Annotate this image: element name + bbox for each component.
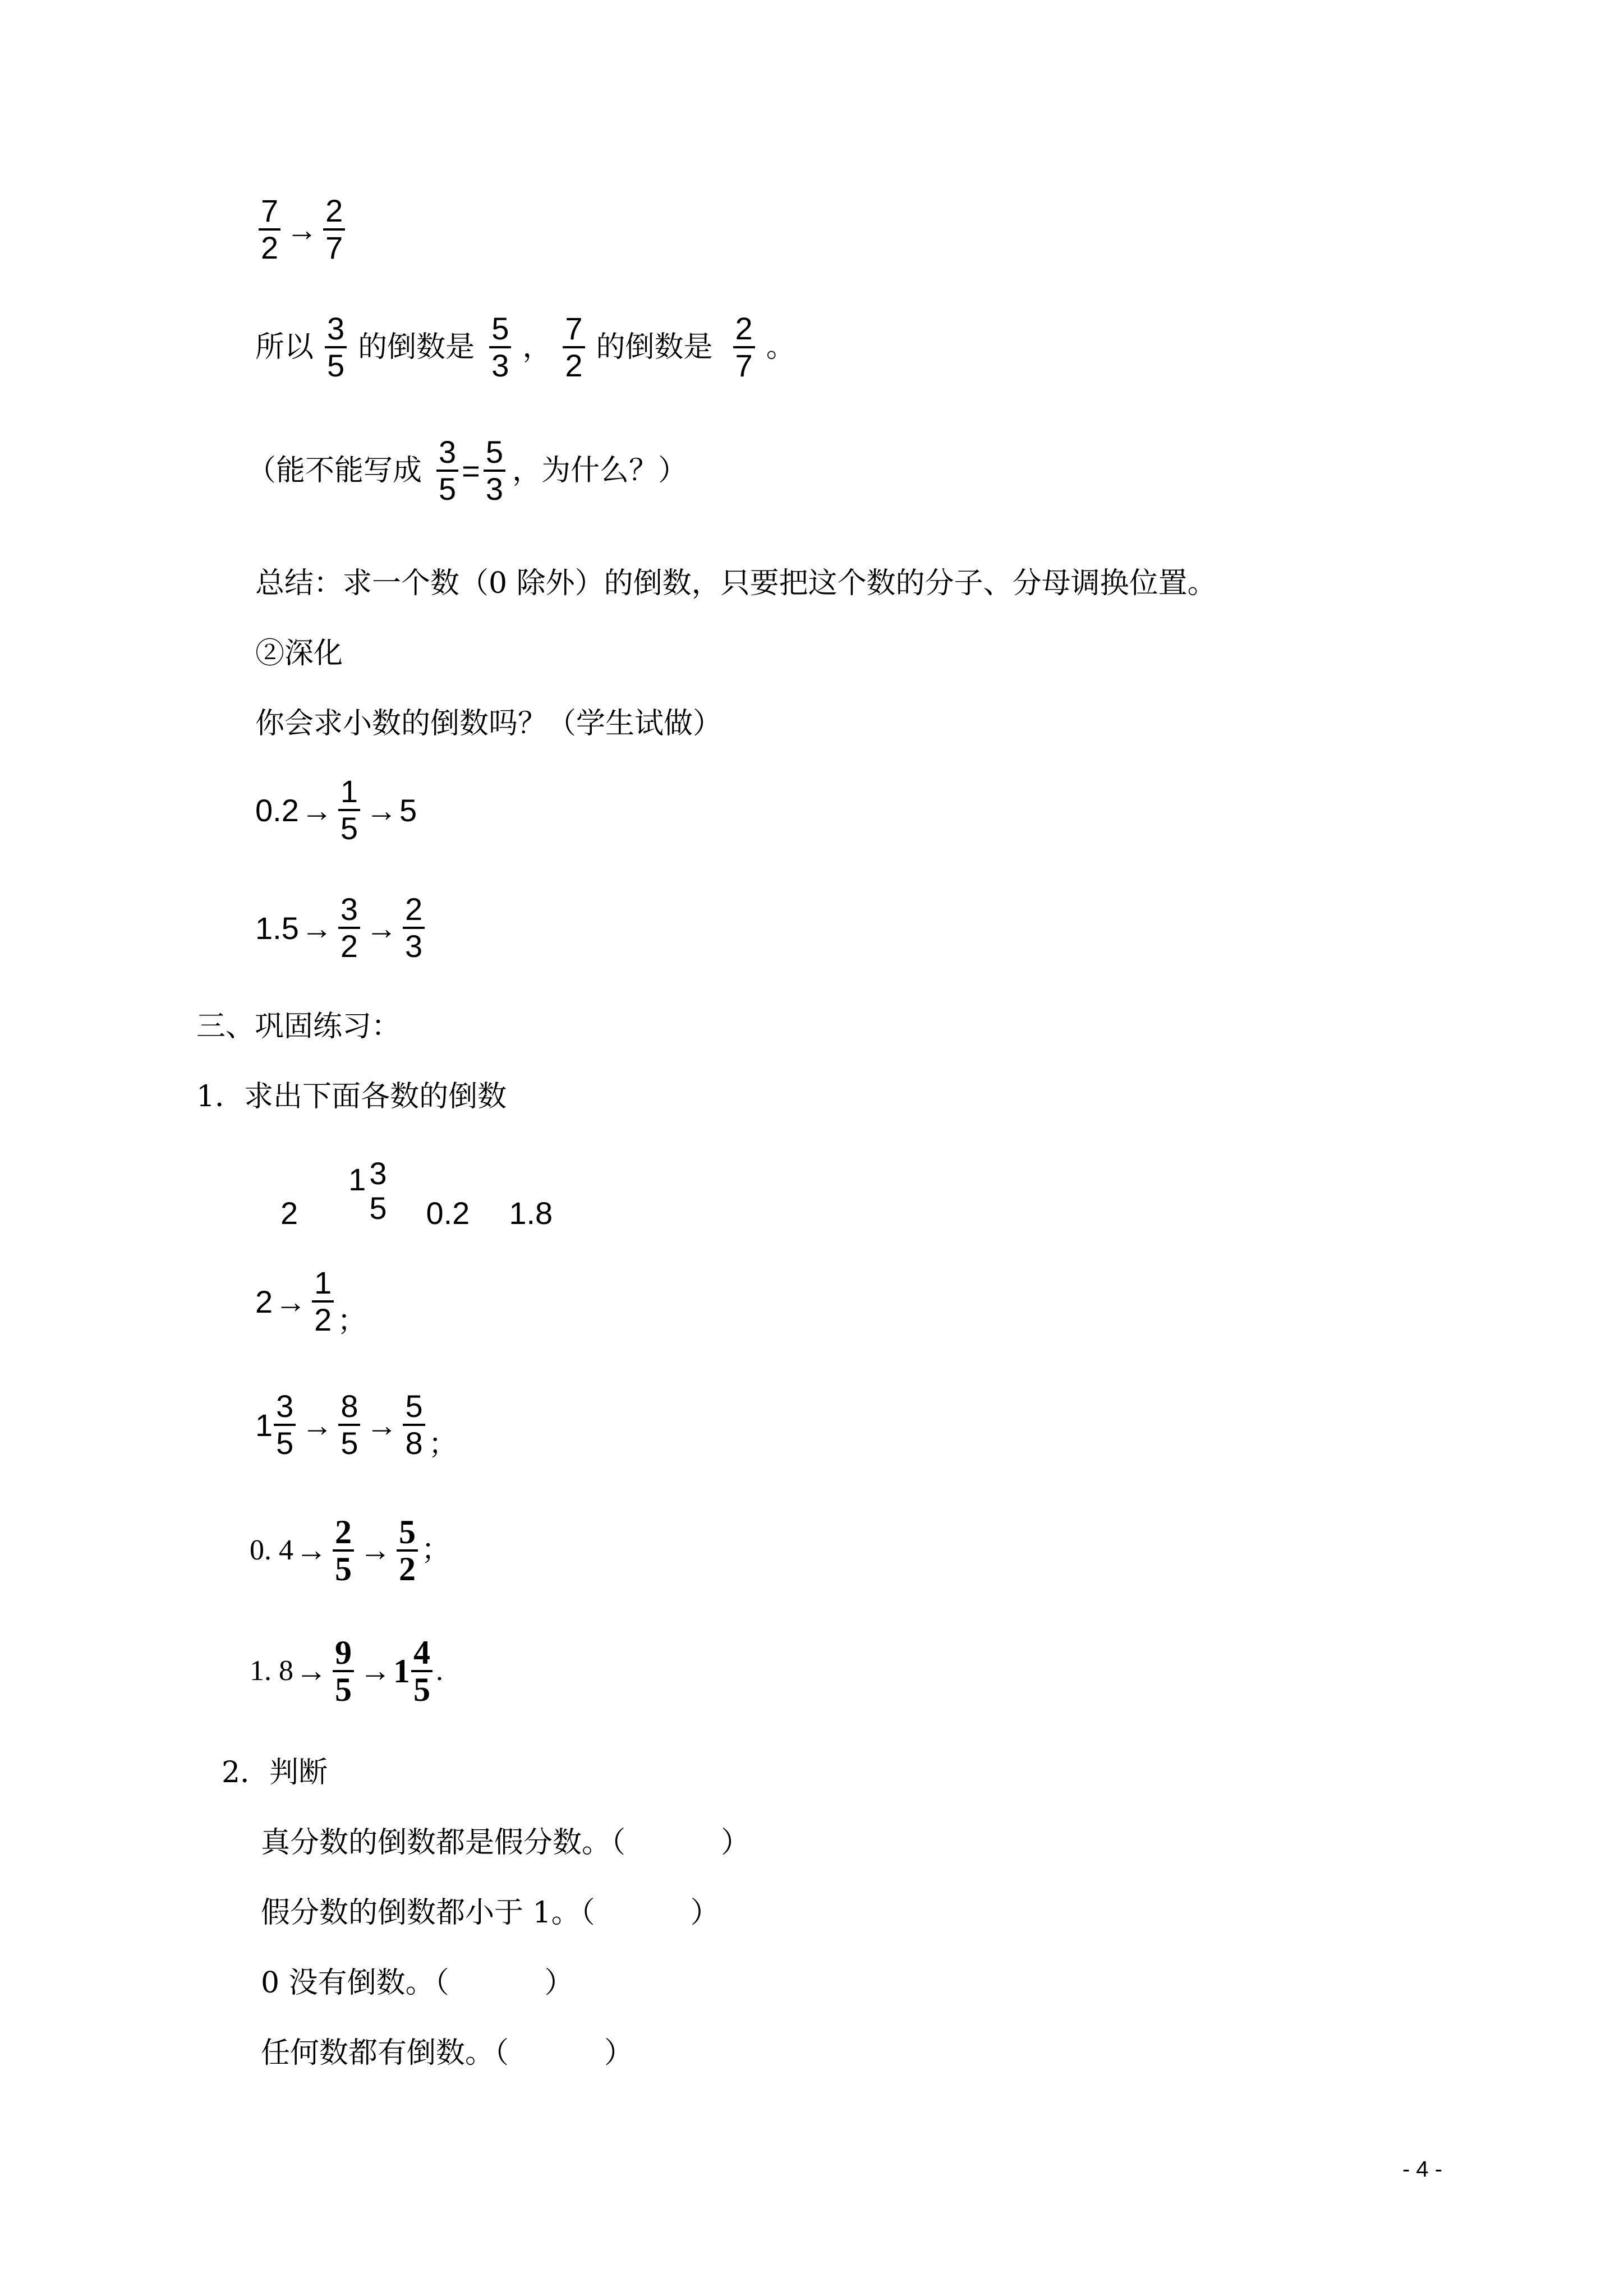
arrow-icon: → (360, 1654, 391, 1688)
fraction-3-5-q: $\frac{3}{5}$ (436, 435, 458, 507)
fraction-2-3: $\frac{2}{3}$ (403, 892, 425, 964)
intro-transform (255, 194, 348, 265)
fraction-5-3: $\frac{5}{3}$ (489, 311, 511, 383)
arrow-icon: → (366, 910, 398, 946)
fraction-2-7-b: $\frac{2}{7}$ (733, 311, 755, 383)
arrow-icon: → (296, 1533, 327, 1568)
arrow-icon: → (360, 1533, 391, 1568)
fraction-1-2: $\frac{1}{2}$ (312, 1266, 334, 1337)
fraction-5-8: $\frac{5}{8}$ (403, 1389, 425, 1461)
judge-item-4: 任何数都有倒数。（ ） (261, 2036, 634, 2070)
judge-item-2: 假分数的倒数都小于 1。（ ） (261, 1896, 720, 1930)
decimal-question: 你会求小数的倒数吗？（学生试做） (255, 707, 723, 740)
fraction-mixed-1-3-5-b: $\frac{3}{5}$ (274, 1389, 296, 1461)
arrow-icon: → (366, 792, 398, 828)
fraction-9-5: $\frac{9}{5}$ (333, 1635, 354, 1707)
fraction-3-5: $\frac{3}{5}$ (325, 311, 347, 383)
answer-2: 1 $\frac{3}{5}$ → $\frac{8}{5}$ → $\frac{5}{8}$ ； (255, 1388, 458, 1461)
section3-heading: 三、巩固练习： (196, 1010, 401, 1043)
question2-title: 2．判断 (222, 1756, 328, 1789)
question1-items: 2 1 3 5 0.2 1.8 (280, 1155, 553, 1231)
arrow-icon: → (366, 1407, 398, 1443)
fraction-7-2: $\frac{7}{2}$ (259, 194, 280, 265)
judge-item-1: 真分数的倒数都是假分数。（ ） (261, 1826, 751, 1860)
arrow-icon: → (296, 1654, 327, 1688)
arrow-icon: → (301, 910, 333, 946)
decimal-example-2: 1.5 → $\frac{3}{2}$ → $\frac{2}{3}$ (255, 892, 428, 964)
fraction-mixed-1-3-5: 3 5 (369, 1155, 387, 1226)
fraction-1-5: $\frac{1}{5}$ (338, 774, 360, 846)
answer-1: 2 → $\frac{1}{2}$ ； (255, 1265, 367, 1337)
summary-text: 总结：求一个数（0 除外）的倒数，只要把这个数的分子、分母调换位置。 (255, 567, 1217, 600)
fraction-3-2: $\frac{3}{2}$ (338, 892, 360, 964)
fraction-2-5: $\frac{2}{5}$ (333, 1515, 354, 1586)
fraction-7-2-b: $\frac{7}{2}$ (563, 311, 585, 383)
fraction-2-7: $\frac{2}{7}$ (323, 194, 345, 265)
arrow-icon: → (301, 1407, 333, 1443)
decimal-example-1: 0.2 → $\frac{1}{5}$ → 5 (255, 774, 417, 846)
answer-3: 0. 4 → $\frac{2}{5}$ → $\frac{5}{2}$ ； (250, 1513, 451, 1588)
judge-item-3: 0 没有倒数。（ ） (261, 1966, 574, 2000)
deepen-heading: ②深化 (255, 637, 343, 670)
page-number: - 4 - (1402, 2157, 1443, 2182)
fraction-5-2: $\frac{5}{2}$ (397, 1515, 418, 1586)
so-line: 所以 $\frac{3}{5}$ 的倒数是 $\frac{5}{3}$ ， $\frac{7}{2}$ 的倒数是 $\frac{2}{7}$ 。 (255, 311, 795, 383)
fraction-8-5: $\frac{8}{5}$ (338, 1389, 360, 1461)
answer-4: 1. 8 → $\frac{9}{5}$ → 1 $\frac{4}{5}$ . (250, 1634, 443, 1708)
question1-title: 1．求出下面各数的倒数 (196, 1080, 507, 1114)
arrow-icon: → (301, 792, 333, 828)
fraction-mixed-1-4-5: $\frac{4}{5}$ (411, 1635, 433, 1707)
question-line: （能不能写成 $\frac{3}{5}$ = $\frac{5}{3}$ ，为什么？） (247, 434, 688, 507)
arrow-icon: → (275, 1283, 307, 1319)
arrow-icon: → (286, 211, 318, 247)
fraction-5-3-q: $\frac{5}{3}$ (484, 435, 505, 507)
